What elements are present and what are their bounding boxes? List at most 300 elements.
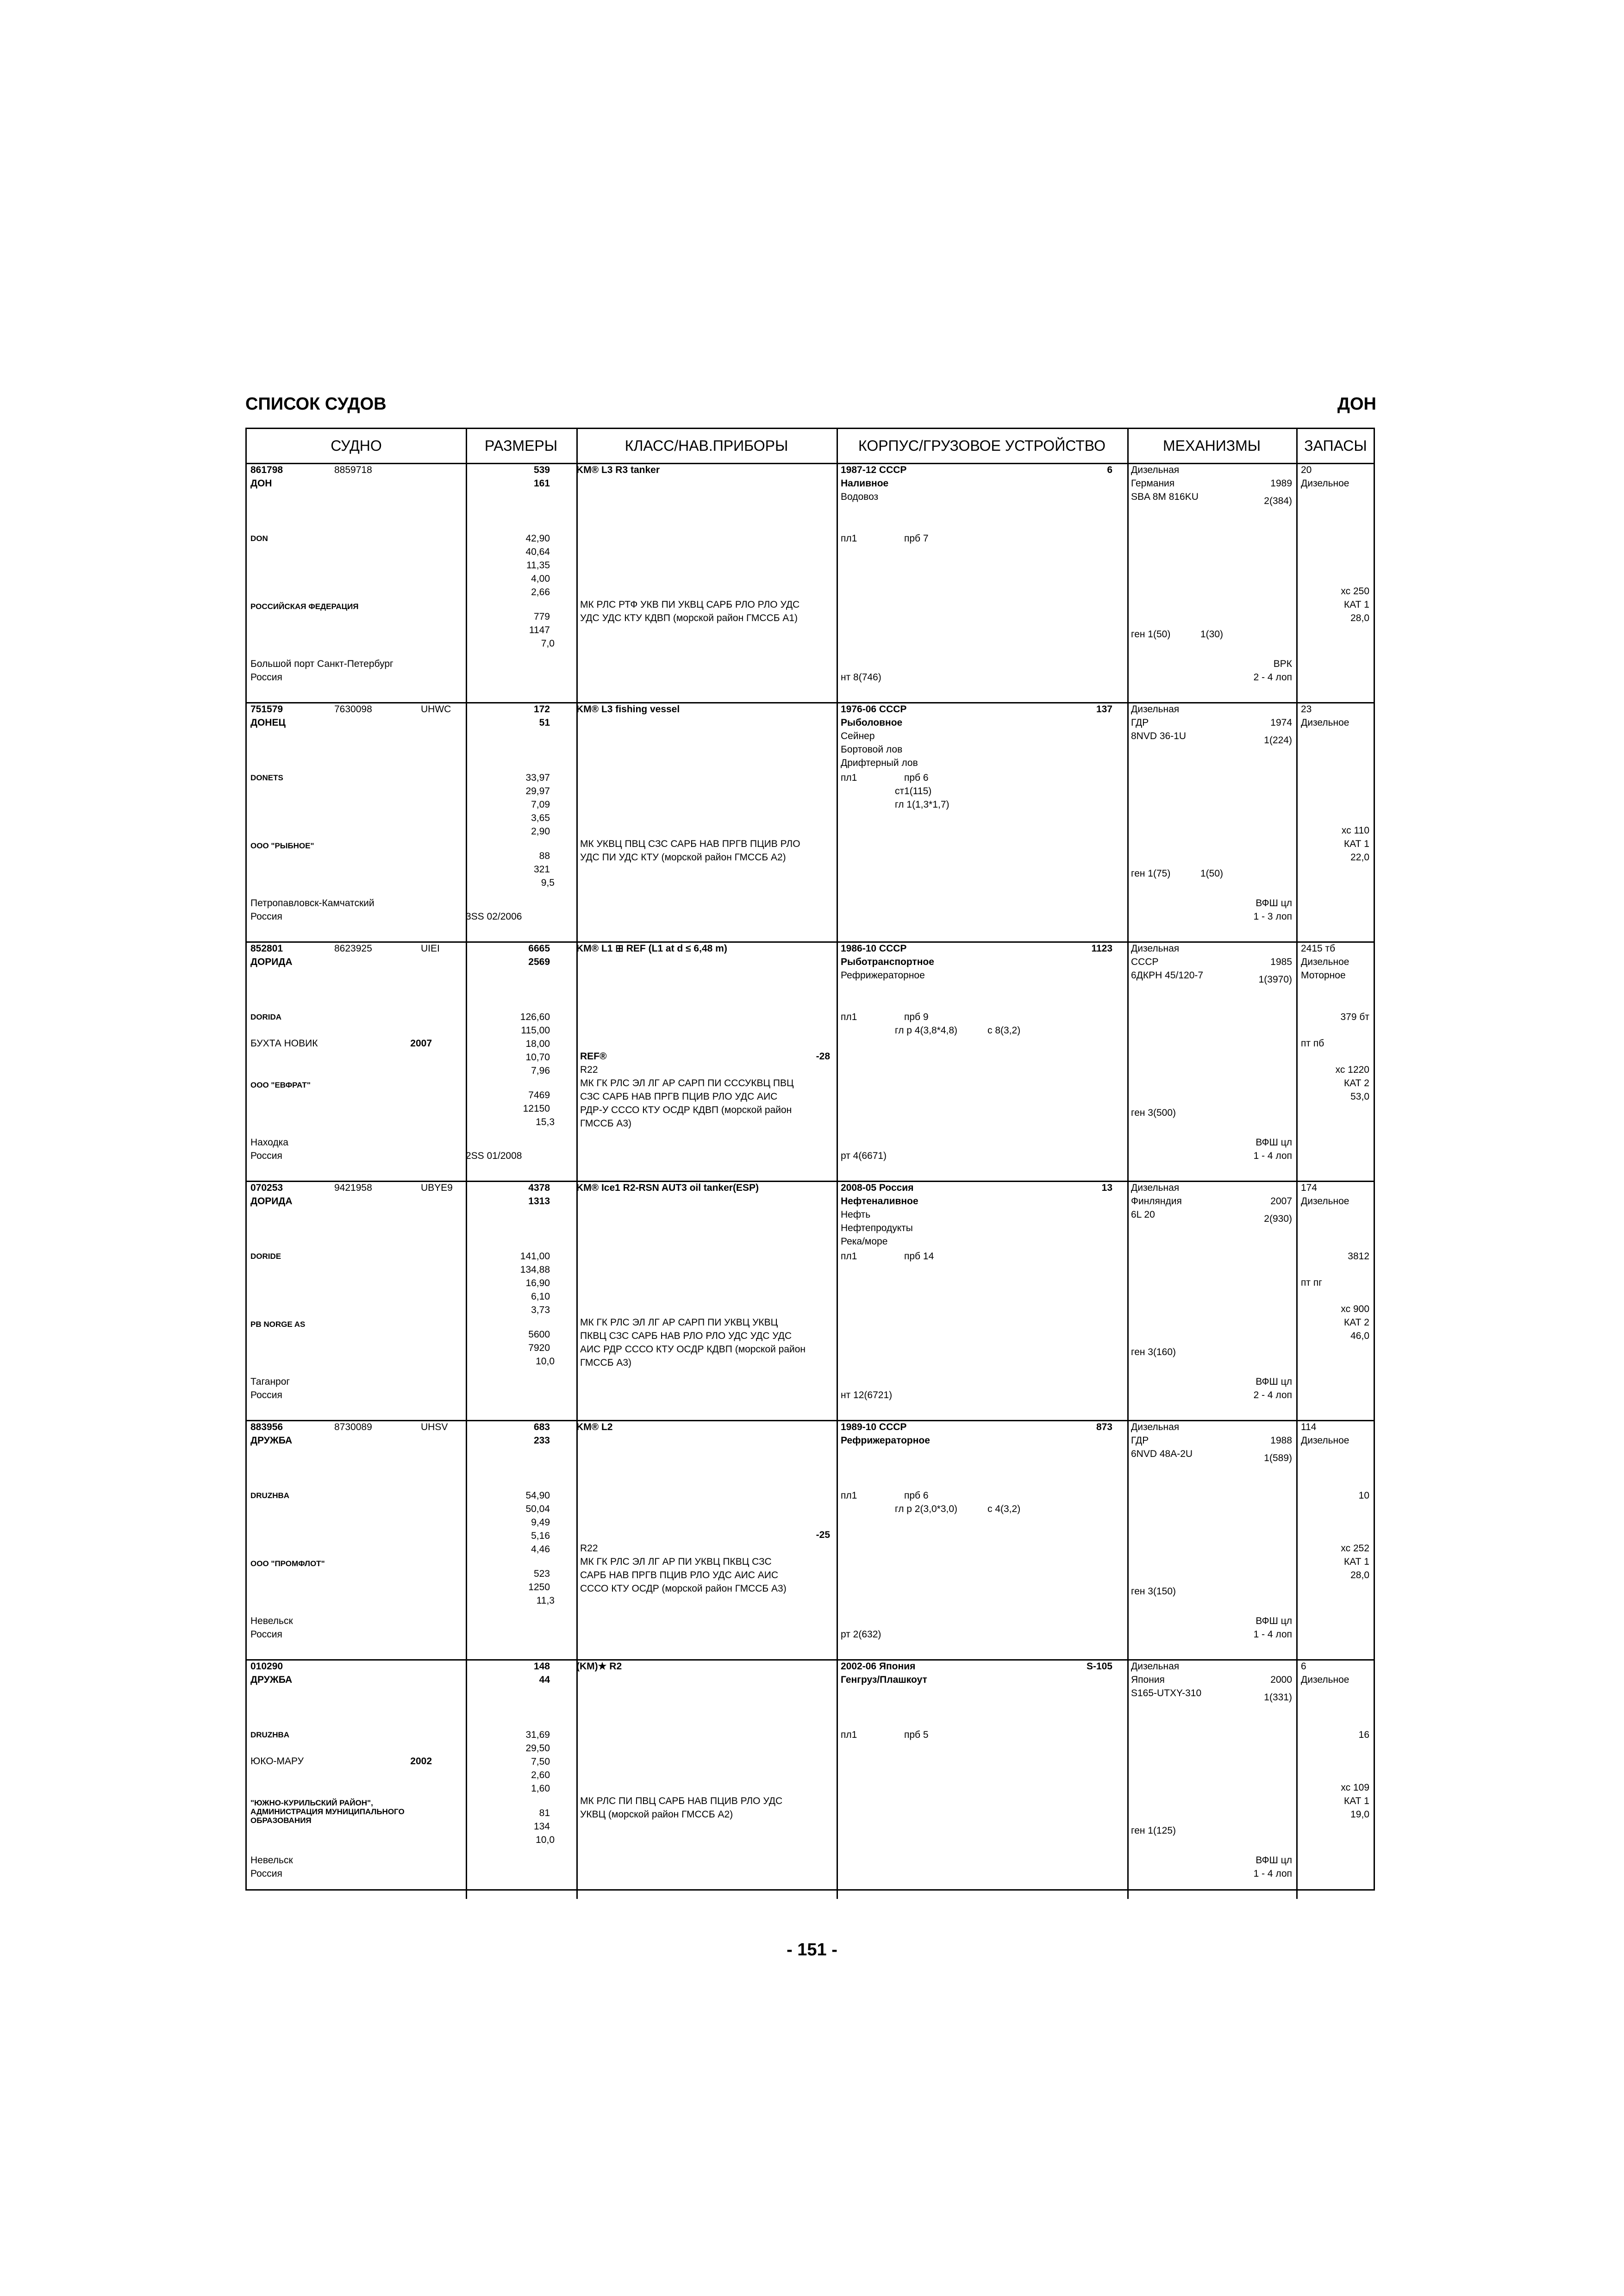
holds: прб 5 — [904, 1730, 929, 1740]
speed: 9,5 — [541, 877, 555, 888]
engine-power: 1(331) — [1264, 1692, 1292, 1703]
survey-date: 2SS 01/2008 — [466, 1151, 522, 1161]
deadweight-value: 523 — [533, 1568, 550, 1579]
vessel-record — [247, 942, 1374, 1181]
call-sign: UIEI — [421, 943, 440, 954]
col-divider — [1127, 1660, 1129, 1899]
speed: 10,0 — [536, 1835, 555, 1845]
fuel-capacity: 174 — [1301, 1182, 1318, 1193]
col-divider — [837, 703, 838, 942]
engine-model: 8NVD 36-1U — [1131, 731, 1187, 741]
engine-country: ГДР — [1131, 717, 1149, 728]
col-divider — [1296, 463, 1298, 703]
fuel-type: Дизельное — [1301, 717, 1349, 728]
propeller: ВФШ цл — [1255, 1137, 1292, 1148]
col-header-machinery: МЕХАНИЗМЫ — [1162, 437, 1261, 454]
vessel-type: Наливное — [841, 478, 889, 489]
propeller-blades: 2 - 4 лоп — [1253, 1390, 1292, 1400]
cargo-gear: ст1(115) — [895, 786, 932, 796]
record-separator — [247, 941, 1374, 943]
flag-country: Россия — [250, 1151, 282, 1161]
class-notation: KM® Ice1 R2-RSN AUT3 oil tanker(ESP) — [576, 1182, 759, 1193]
deadweight-value: 5600 — [528, 1329, 550, 1340]
engine-country: Финляндия — [1131, 1196, 1182, 1207]
reg-number: 861798 — [250, 465, 283, 475]
dimension-value: 9,49 — [531, 1517, 550, 1528]
hatch-covers: с 4(3,2) — [987, 1504, 1021, 1514]
holds: прб 7 — [904, 533, 929, 544]
stores-extra: пт пб — [1301, 1038, 1324, 1049]
propeller: ВФШ цл — [1255, 898, 1292, 908]
imo-number: 8859718 — [334, 465, 372, 475]
propeller-blades: 1 - 3 лоп — [1253, 911, 1292, 922]
holds: прб 6 — [904, 772, 929, 783]
engine-year: 1974 — [1270, 717, 1292, 728]
generators-aux: 1(50) — [1200, 868, 1224, 879]
dimension-value: 33,97 — [525, 772, 550, 783]
record-separator — [247, 1181, 1374, 1182]
dimension-value: 141,00 — [520, 1251, 550, 1262]
home-port: Петропавловск-Камчатский — [250, 898, 375, 908]
dimension-value: 3,65 — [531, 813, 550, 823]
generators: ген 1(75) — [1131, 868, 1171, 879]
speed: 11,3 — [536, 1595, 555, 1606]
flag-country: Россия — [250, 911, 282, 922]
vessel-latin-name: DRUZHBA — [250, 1491, 290, 1500]
engine-country: СССР — [1131, 957, 1159, 967]
generators: ген 3(160) — [1131, 1347, 1176, 1357]
engine-power: 1(3970) — [1258, 974, 1292, 985]
vessel-latin-name: DORIDE — [250, 1252, 281, 1261]
col-header-hull: КОРПУС/ГРУЗОВОЕ УСТРОЙСТВО — [858, 437, 1106, 454]
col-divider — [576, 463, 578, 703]
engine-year: 1988 — [1270, 1435, 1292, 1446]
nav-equipment: МК ГК РЛС ЭЛ ЛГ АР САРП ПИ УКВЦ УКВЦ — [580, 1317, 778, 1328]
class-notation: KM® L2 — [576, 1422, 613, 1432]
generators: ген 1(50) — [1131, 629, 1171, 640]
hull-number: 1123 — [1091, 943, 1112, 954]
record-separator — [247, 702, 1374, 703]
gross-tonnage: 539 — [533, 465, 550, 475]
generators-aux: 1(30) — [1200, 629, 1224, 640]
engine-type: Дизельная — [1131, 704, 1180, 715]
category: КАТ 2 — [1344, 1317, 1369, 1328]
build-info: 1987-12 СССР — [841, 465, 907, 475]
gross-tonnage: 683 — [533, 1422, 550, 1432]
vessel-name: ДРУЖБА — [250, 1674, 293, 1685]
nav-equipment: СЗС САРБ НАВ ПРГВ ПЦИВ РЛО УДС АИС — [580, 1091, 778, 1102]
vessel-type: Генгруз/Плашкоут — [841, 1674, 927, 1685]
vessel-name: ДОРИДА — [250, 957, 293, 967]
fuel-type: Дизельное — [1301, 1435, 1349, 1446]
fuel-type: Дизельное — [1301, 957, 1349, 967]
stores: 16 — [1358, 1730, 1369, 1740]
stores: 10 — [1358, 1490, 1369, 1501]
generators: ген 1(125) — [1131, 1825, 1176, 1836]
vessel-record — [247, 1181, 1374, 1420]
home-port: Находка — [250, 1137, 288, 1148]
home-port: Большой порт Санкт-Петербург — [250, 659, 394, 669]
dimension-value: 5,16 — [531, 1531, 550, 1541]
col-divider — [576, 942, 578, 1181]
dimension-value: 4,46 — [531, 1544, 550, 1555]
engine-year: 2000 — [1270, 1674, 1292, 1685]
home-port: Невельск — [250, 1616, 293, 1626]
vessel-table — [245, 428, 1375, 1891]
owner: "ЮЖНО-КУРИЛЬСКИЙ РАЙОН", АДМИНИСТРАЦИЯ МУНИЦИПАЛЬНОГО ОБРАЗОВАНИЯ — [250, 1798, 405, 1825]
former-name: БУХТА НОВИК — [250, 1038, 318, 1049]
net-tonnage: 2569 — [528, 957, 550, 967]
crew: хс 110 — [1341, 825, 1369, 836]
dimension-value: 115,00 — [521, 1025, 550, 1036]
crew: хс 109 — [1341, 1782, 1369, 1793]
decks: пл1 — [841, 1490, 857, 1501]
reg-number: 852801 — [250, 943, 283, 954]
dimension-value: 7,09 — [531, 799, 550, 810]
gross-tonnage: 6665 — [528, 943, 550, 954]
nav-equipment: МК УКВЦ ПВЦ СЗС САРБ НАВ ПРГВ ПЦИВ РЛО — [580, 839, 800, 849]
dimension-value: 18,00 — [525, 1039, 550, 1049]
ice-value: 19,0 — [1350, 1809, 1369, 1820]
imo-number: 8623925 — [334, 943, 372, 954]
ref-temperature: -25 — [816, 1530, 830, 1540]
nav-equipment: УКВЦ (морской район ГМССБ А2) — [580, 1809, 733, 1820]
vessel-subtype: Бортовой лов — [841, 744, 903, 755]
propeller-blades: 2 - 4 лоп — [1253, 672, 1292, 683]
imo-number: 9421958 — [334, 1182, 372, 1193]
dimension-value: 29,97 — [525, 786, 550, 796]
nav-equipment: САРБ НАВ ПРГВ ПЦИВ РЛО УДС АИС АИС — [580, 1570, 778, 1580]
dimension-value: 11,35 — [526, 560, 550, 571]
fuel-type: Дизельное — [1301, 478, 1349, 489]
engine-type: Дизельная — [1131, 1661, 1180, 1672]
col-divider — [1296, 1181, 1298, 1420]
survey-date: 3SS 02/2006 — [466, 911, 522, 922]
hatch-covers: с 8(3,2) — [987, 1025, 1021, 1036]
col-divider — [576, 1181, 578, 1420]
category: КАТ 1 — [1344, 1796, 1369, 1806]
nav-equipment: МК ГК РЛС ЭЛ ЛГ АР САРП ПИ СССУКВЦ ПВЦ — [580, 1078, 794, 1089]
record-separator — [247, 1420, 1374, 1421]
hull-number: S-105 — [1086, 1661, 1112, 1672]
col-divider — [1127, 1181, 1129, 1420]
col-divider — [466, 429, 467, 463]
hull-number: 13 — [1101, 1182, 1112, 1193]
vessel-type: Рыботранспортное — [841, 957, 934, 967]
col-divider — [1127, 1420, 1129, 1660]
vessel-subtype: Сейнер — [841, 731, 875, 741]
home-port: Таганрог — [250, 1376, 290, 1387]
nav-equipment: ГМССБ А3) — [580, 1118, 632, 1129]
dimension-value: 42,90 — [525, 533, 550, 544]
vessel-latin-name: DONETS — [250, 773, 283, 782]
holds: прб 14 — [904, 1251, 934, 1262]
col-divider — [837, 1420, 838, 1660]
vessel-record — [247, 1660, 1374, 1899]
dimension-value: 7,96 — [531, 1065, 550, 1076]
build-info: 2002-06 Япония — [841, 1661, 916, 1672]
engine-power: 1(224) — [1264, 735, 1292, 746]
record-separator — [247, 1659, 1374, 1661]
engine-year: 2007 — [1270, 1196, 1292, 1207]
class-notation: KM® L1 ⊞ REF (L1 at d ≤ 6,48 m) — [576, 943, 727, 954]
engine-model: 6L 20 — [1131, 1209, 1155, 1220]
deadweight-value: 7469 — [528, 1090, 550, 1101]
net-tonnage: 1313 — [528, 1196, 550, 1207]
owner: PB NORGE AS — [250, 1320, 306, 1329]
deadweight-value: 134 — [533, 1821, 550, 1832]
stores: 379 бт — [1340, 1012, 1369, 1022]
vessel-type: Нефтеналивное — [841, 1196, 918, 1207]
col-divider — [837, 1660, 838, 1899]
owner: ООО "ПРОМФЛОТ" — [250, 1559, 325, 1568]
gross-tonnage: 148 — [533, 1661, 550, 1672]
deadweight-value: 1250 — [528, 1582, 550, 1593]
fuel-type: Дизельное — [1301, 1674, 1349, 1685]
deadweight-value: 779 — [533, 611, 550, 622]
nav-equipment: РДР-У СССО КТУ ОСДР КДВП (морской район — [580, 1105, 792, 1115]
crew: хс 900 — [1341, 1304, 1369, 1314]
ice-value: 22,0 — [1350, 852, 1369, 863]
gross-tonnage: 4378 — [528, 1182, 550, 1193]
fuel-capacity: 114 — [1301, 1422, 1317, 1432]
vessel-latin-name: DORIDA — [250, 1013, 282, 1021]
crew: хс 252 — [1341, 1543, 1369, 1554]
owner: ООО "РЫБНОЕ" — [250, 841, 314, 850]
section-title: ДОН — [1337, 394, 1376, 414]
col-divider — [576, 1660, 578, 1899]
cargo-gear: гл р 4(3,8*4,8) — [895, 1025, 958, 1036]
col-divider — [576, 429, 578, 463]
col-divider — [837, 1181, 838, 1420]
engine-model: 6ДКРН 45/120-7 — [1131, 970, 1204, 981]
class-notation: (KM)★ R2 — [576, 1661, 622, 1672]
nav-equipment: МК РЛС ПИ ПВЦ САРБ НАВ ПЦИВ РЛО УДС — [580, 1796, 783, 1806]
vessel-record — [247, 1420, 1374, 1660]
former-name: ЮКО-МАРУ — [250, 1756, 304, 1767]
col-divider — [837, 942, 838, 1181]
dimension-value: 7,50 — [531, 1756, 550, 1767]
stores: 3812 — [1348, 1251, 1369, 1262]
col-divider — [1296, 703, 1298, 942]
vessel-type: Рефрижераторное — [841, 1435, 930, 1446]
dimension-value: 54,90 — [525, 1490, 550, 1501]
generators: ген 3(500) — [1131, 1108, 1176, 1118]
speed: 7,0 — [541, 638, 555, 649]
col-header-dimensions: РАЗМЕРЫ — [484, 437, 558, 454]
class-notation: KM® L3 fishing vessel — [576, 704, 680, 715]
former-name-year: 2007 — [410, 1038, 432, 1049]
col-divider — [1127, 463, 1129, 703]
flag-country: Россия — [250, 1390, 282, 1400]
decks: пл1 — [841, 772, 857, 783]
build-info: 1989-10 СССР — [841, 1422, 907, 1432]
imo-number: 7630098 — [334, 704, 372, 715]
build-info: 1976-06 СССР — [841, 704, 907, 715]
call-sign: UBYE9 — [421, 1182, 453, 1193]
col-divider — [1296, 1420, 1298, 1660]
reg-number: 070253 — [250, 1182, 283, 1193]
engine-model: SBA 8M 816KU — [1131, 492, 1199, 502]
refrigerant: R22 — [580, 1064, 598, 1075]
category: КАТ 1 — [1344, 1556, 1369, 1567]
col-divider — [837, 463, 838, 703]
engine-type: Дизельная — [1131, 465, 1180, 475]
deadweight-value: 321 — [533, 864, 550, 875]
dimension-value: 40,64 — [525, 547, 550, 557]
engine-country: Япония — [1131, 1674, 1165, 1685]
reg-number: 883956 — [250, 1422, 283, 1432]
engine-country: ГДР — [1131, 1435, 1149, 1446]
fuel-capacity: 6 — [1301, 1661, 1306, 1672]
vessel-subtype: Река/море — [841, 1236, 888, 1247]
dimension-value: 50,04 — [525, 1504, 550, 1514]
vessel-subtype: Дрифтерный лов — [841, 758, 918, 768]
dimension-value: 2,60 — [531, 1770, 550, 1780]
propeller-blades: 1 - 4 лоп — [1253, 1868, 1292, 1879]
decks: пл1 — [841, 533, 857, 544]
dimension-value: 6,10 — [531, 1291, 550, 1302]
col-header-class: КЛАСС/НАВ.ПРИБОРЫ — [625, 437, 788, 454]
flag-country: Россия — [250, 1868, 282, 1879]
col-divider — [576, 1420, 578, 1660]
vessel-subtype: Водовоз — [841, 492, 879, 502]
owner: ООО "ЕВФРАТ" — [250, 1081, 311, 1089]
fuel-capacity: 23 — [1301, 704, 1312, 715]
vessel-name: ДРУЖБА — [250, 1435, 293, 1446]
fuel-type-2: Моторное — [1301, 970, 1346, 981]
category: КАТ 2 — [1344, 1078, 1369, 1089]
speed: 10,0 — [536, 1356, 555, 1367]
nav-equipment: ГМССБ А3) — [580, 1357, 632, 1368]
vessel-name: ДОНЕЦ — [250, 717, 286, 728]
call-sign: UHWC — [421, 704, 451, 715]
generators: ген 3(150) — [1131, 1586, 1176, 1597]
col-divider — [1296, 942, 1298, 1181]
fuel-capacity: 20 — [1301, 465, 1312, 475]
ice-value: 28,0 — [1350, 1570, 1369, 1580]
vessel-latin-name: DRUZHBA — [250, 1730, 290, 1739]
nav-equipment: МК РЛС РТФ УКВ ПИ УКВЦ САРБ РЛО РЛО УДС — [580, 599, 800, 610]
build-info: 1986-10 СССР — [841, 943, 907, 954]
table-header — [247, 429, 1374, 464]
owner: РОССИЙСКАЯ ФЕДЕРАЦИЯ — [250, 602, 359, 611]
vessel-record — [247, 463, 1374, 703]
vessel-name: ДОН — [250, 478, 272, 489]
cargo-capacity: рт 4(6671) — [841, 1151, 887, 1161]
call-sign: UHSV — [421, 1422, 448, 1432]
propeller: ВФШ цл — [1255, 1376, 1292, 1387]
record-separator — [247, 463, 1374, 464]
engine-type: Дизельная — [1131, 1422, 1180, 1432]
former-name-year: 2002 — [410, 1756, 432, 1767]
net-tonnage: 51 — [539, 717, 550, 728]
vessel-name: ДОРИДА — [250, 1196, 293, 1207]
propeller: ВФШ цл — [1255, 1855, 1292, 1866]
hull-number: 137 — [1096, 704, 1112, 715]
propeller: ВФШ цл — [1255, 1616, 1292, 1626]
dimension-value: 2,66 — [531, 587, 550, 597]
vessel-type: Рыболовное — [841, 717, 903, 728]
col-divider — [1127, 703, 1129, 942]
propeller: ВРК — [1273, 659, 1292, 669]
engine-model: 6NVD 48A-2U — [1131, 1449, 1193, 1459]
fuel-type: Дизельное — [1301, 1196, 1349, 1207]
dimension-value: 10,70 — [525, 1052, 550, 1063]
net-tonnage: 44 — [539, 1674, 550, 1685]
deadweight-value: 81 — [539, 1808, 550, 1818]
dimension-value: 31,69 — [525, 1730, 550, 1740]
deadweight-value: 1147 — [529, 625, 550, 635]
cargo-capacity: рт 2(632) — [841, 1629, 881, 1640]
col-header-vessel: СУДНО — [331, 437, 382, 454]
class-notation: KM® L3 R3 tanker — [576, 465, 660, 475]
nav-equipment: АИС РДР СССО КТУ ОСДР КДВП (морской район — [580, 1344, 806, 1355]
engine-power: 2(930) — [1264, 1213, 1292, 1224]
vessel-latin-name: DON — [250, 534, 268, 543]
col-divider — [1127, 942, 1129, 1181]
cargo-capacity: нт 8(746) — [841, 672, 881, 683]
engine-type: Дизельная — [1131, 943, 1180, 954]
holds: прб 9 — [904, 1012, 929, 1022]
ice-value: 28,0 — [1350, 613, 1369, 623]
category: КАТ 1 — [1344, 839, 1369, 849]
nav-equipment: УДС УДС КТУ КДВП (морской район ГМССБ А1) — [580, 613, 798, 623]
vessel-subtype: Нефть — [841, 1209, 871, 1220]
cargo-gear: гл 1(1,3*1,7) — [895, 799, 949, 810]
dimension-value: 134,88 — [520, 1264, 550, 1275]
build-info: 2008-05 Россия — [841, 1182, 914, 1193]
vessel-record — [247, 703, 1374, 942]
page-number: - 151 - — [787, 1940, 837, 1960]
col-divider — [1127, 429, 1129, 463]
engine-power: 2(384) — [1264, 496, 1292, 506]
net-tonnage: 233 — [533, 1435, 550, 1446]
speed: 15,3 — [536, 1117, 555, 1127]
flag-country: Россия — [250, 1629, 282, 1640]
cargo-capacity: нт 12(6721) — [841, 1390, 893, 1400]
col-divider — [837, 429, 838, 463]
crew: хс 250 — [1341, 586, 1369, 597]
decks: пл1 — [841, 1251, 857, 1262]
propeller-blades: 1 - 4 лоп — [1253, 1151, 1292, 1161]
holds: прб 6 — [904, 1490, 929, 1501]
deadweight-value: 88 — [539, 851, 550, 861]
dimension-value: 126,60 — [520, 1012, 550, 1022]
dimension-value: 29,50 — [525, 1743, 550, 1754]
vessel-subtype: Рефрижераторное — [841, 970, 925, 981]
decks: пл1 — [841, 1730, 857, 1740]
dimension-value: 16,90 — [525, 1278, 550, 1288]
reg-number: 010290 — [250, 1661, 283, 1672]
cargo-gear: гл р 2(3,0*3,0) — [895, 1504, 958, 1514]
home-port: Невельск — [250, 1855, 293, 1866]
deadweight-value: 12150 — [523, 1103, 550, 1114]
col-divider — [1296, 1660, 1298, 1899]
engine-year: 1989 — [1270, 478, 1292, 489]
flag-country: Россия — [250, 672, 282, 683]
nav-equipment: ПКВЦ СЗС САРБ НАВ РЛО РЛО УДС УДС УДС — [580, 1331, 792, 1341]
reg-number: 751579 — [250, 704, 283, 715]
engine-model: S165-UTXY-310 — [1131, 1688, 1202, 1699]
deadweight-value: 7920 — [528, 1343, 550, 1353]
hull-number: 6 — [1107, 465, 1112, 475]
ice-value: 46,0 — [1350, 1331, 1369, 1341]
nav-equipment: МК ГК РЛС ЭЛ ЛГ АР ПИ УКВЦ ПКВЦ СЗС — [580, 1556, 772, 1567]
dimension-value: 1,60 — [531, 1783, 550, 1794]
engine-year: 1985 — [1270, 957, 1292, 967]
fuel-capacity: 2415 тб — [1301, 943, 1336, 954]
